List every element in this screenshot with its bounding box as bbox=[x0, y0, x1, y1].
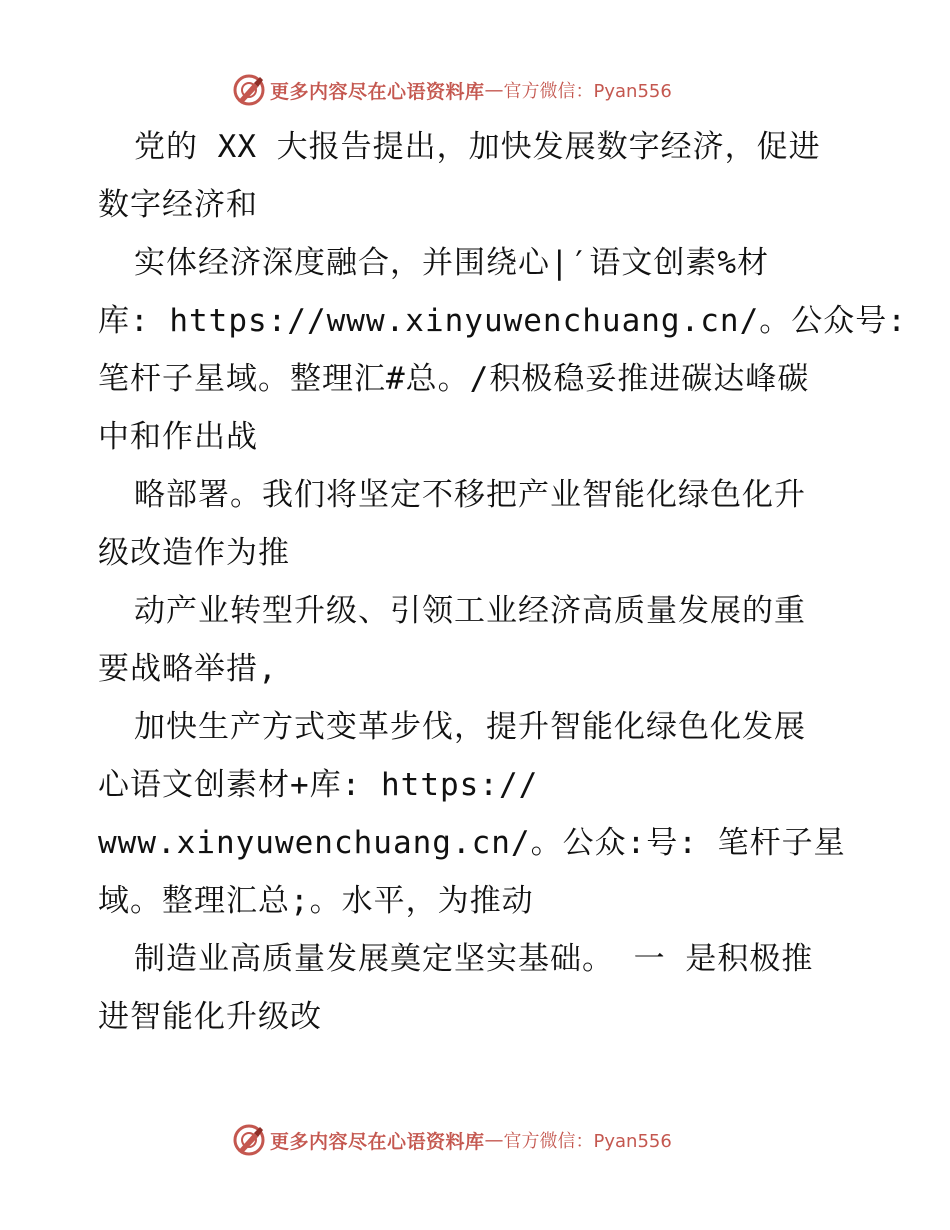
banner-wechat: 官方微信：Pyan556 bbox=[503, 1131, 672, 1152]
text-line: 中和作出战 bbox=[98, 419, 258, 455]
text-line: 心语文创素材+库: https:// bbox=[98, 767, 539, 803]
text-line: 略部署。我们将坚定不移把产业智能化绿色化升 bbox=[134, 477, 806, 513]
banner-title: 更多内容尽在心语资料库 bbox=[270, 1130, 485, 1153]
text-line: 级改造作为推 bbox=[98, 535, 290, 571]
document-body bbox=[98, 118, 907, 1046]
pen-logo-icon bbox=[232, 1123, 266, 1157]
text-line: 笔杆子星域。整理汇#总。/积极稳妥推进碳达峰碳 bbox=[98, 361, 810, 397]
text-line: 域。整理汇总;。水平，为推动 bbox=[98, 883, 534, 919]
text-line: 要战略举措, bbox=[98, 651, 278, 687]
text-line: www.xinyuwenchuang.cn/。公众:号: 笔杆子星 bbox=[98, 825, 846, 861]
text-line: 实体经济深度融合，并围绕心|′语文创素%材 bbox=[134, 245, 769, 281]
banner-wechat: 官方微信：Pyan556 bbox=[503, 81, 672, 102]
text-line: 数字经济和 bbox=[98, 187, 258, 223]
banner-dash: — bbox=[484, 79, 504, 101]
banner-dash: — bbox=[484, 1129, 504, 1151]
footer-banner bbox=[232, 1122, 672, 1158]
header-banner bbox=[232, 72, 672, 108]
text-line: 动产业转型升级、引领工业经济高质量发展的重 bbox=[134, 593, 806, 629]
text-line: 制造业高质量发展奠定坚实基础。 一 是积极推 bbox=[134, 941, 814, 977]
text-line: 进智能化升级改 bbox=[98, 999, 322, 1035]
pen-logo-icon bbox=[232, 73, 266, 107]
text-line: 党的 XX 大报告提出，加快发展数字经济，促进 bbox=[134, 129, 821, 165]
banner-title: 更多内容尽在心语资料库 bbox=[270, 80, 485, 103]
text-line: 库: https://www.xinyuwenchuang.cn/。公众号: bbox=[98, 303, 907, 339]
text-line: 加快生产方式变革步伐，提升智能化绿色化发展 bbox=[134, 709, 806, 745]
